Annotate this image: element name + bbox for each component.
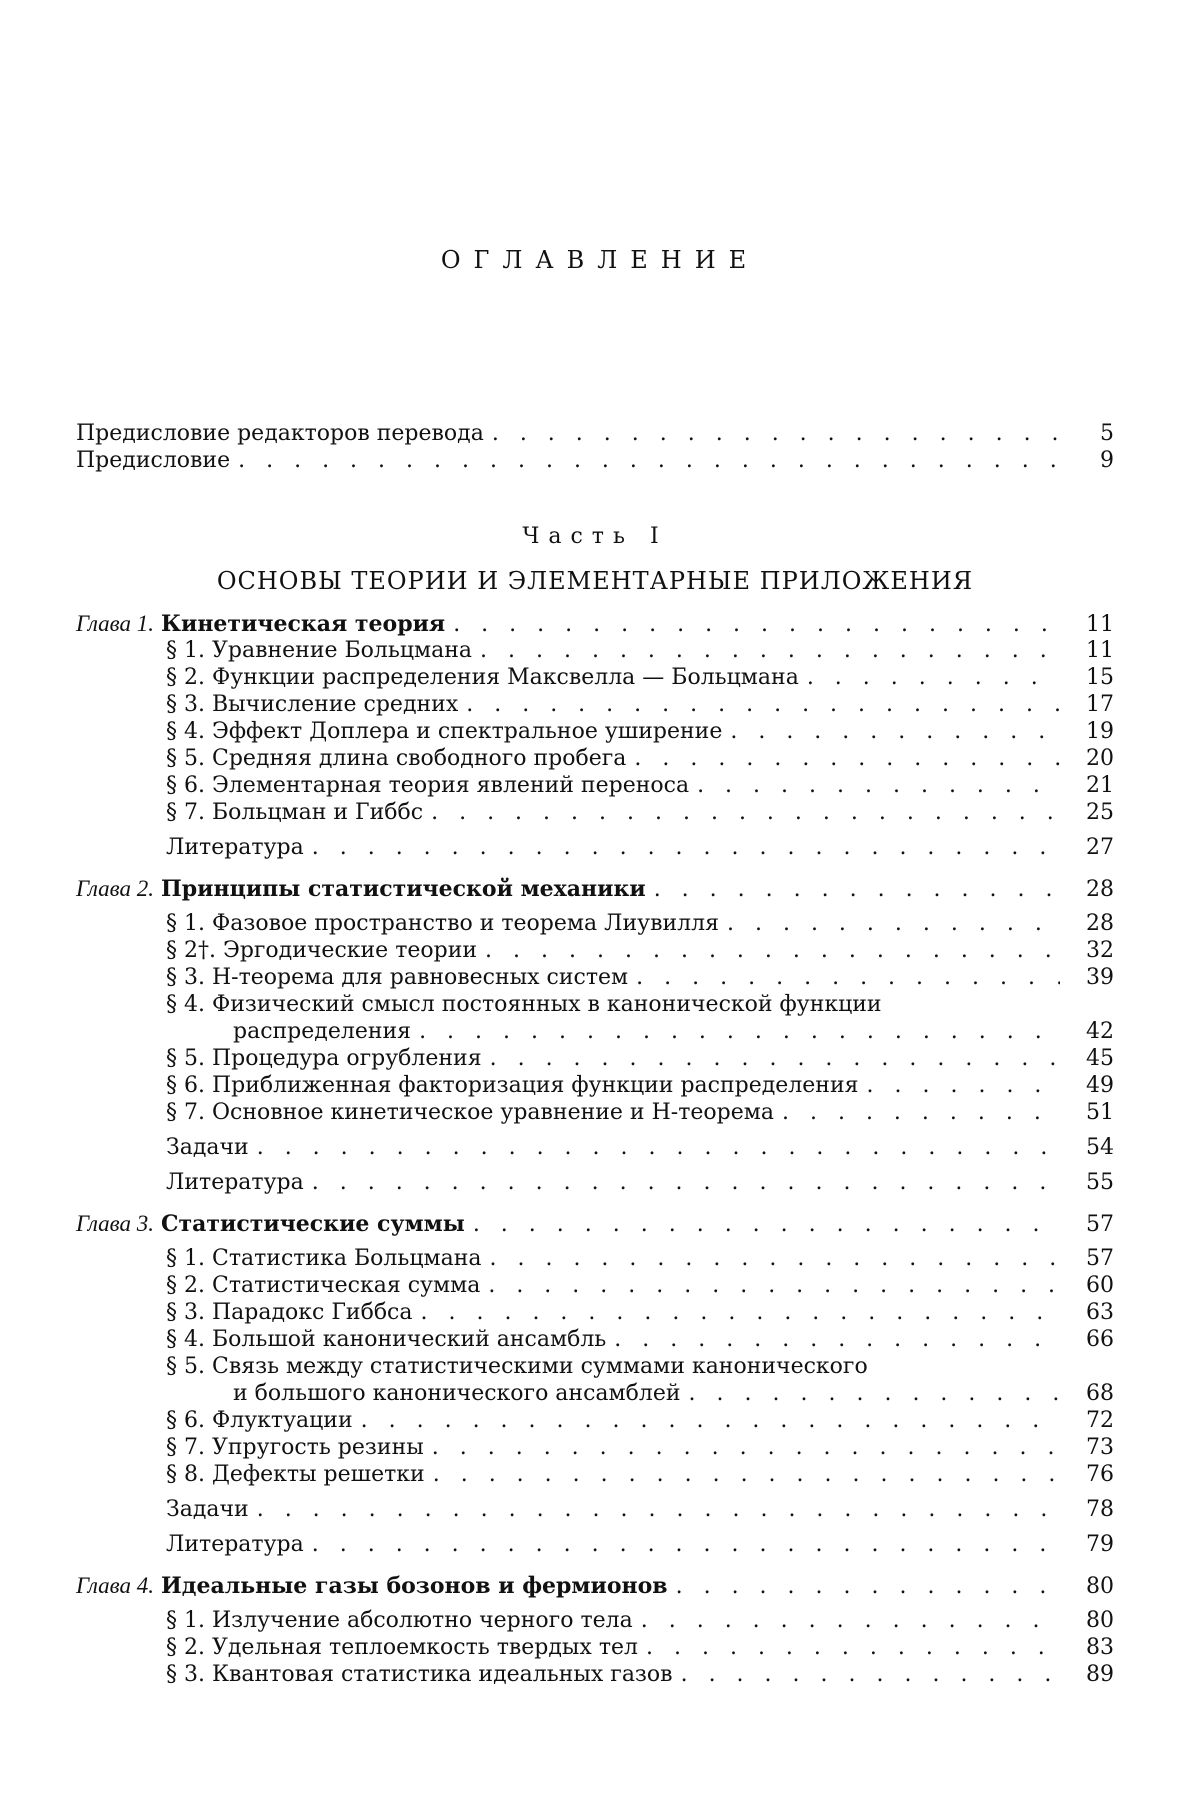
section-title: Элементарная теория явлений переноса [211, 773, 690, 798]
section-entry[interactable]: § 3. Вычисление средних . . . 17 [76, 691, 1114, 718]
section-entry[interactable]: § 2. Удельная теплоемкость твердых тел . . . 83 [76, 1634, 1114, 1661]
chapter-title: Кинетическая теория [161, 611, 446, 637]
entry-page: 80 [1086, 1574, 1114, 1599]
section-entry[interactable]: § 1. Фазовое пространство и теорема Лиувилля . . . 28 [76, 910, 1114, 937]
section-title: Функции распределения Максвелла — Больцмана [211, 665, 799, 690]
chapter-4-heading[interactable] [76, 1572, 1114, 1599]
section-entry[interactable]: § 1. Уравнение Больцмана . . . 11 [76, 637, 1114, 664]
section-entry[interactable]: § 7. Основное кинетическое уравнение и H-теорема . . . 51 [76, 1099, 1114, 1126]
entry-page: 5 [1100, 421, 1114, 446]
dot-leader [453, 611, 1060, 638]
chapter-1-heading[interactable] [76, 610, 1114, 637]
dot-leader [492, 420, 1060, 447]
section-entry[interactable]: § 6. Элементарная теория явлений переноса . . . 21 [76, 772, 1114, 799]
section-title: Средняя длина свободного пробега [211, 746, 627, 771]
section-entry[interactable]: § 6. Флуктуации . . . 72 [76, 1407, 1114, 1434]
section-entry[interactable]: § 3. Парадокс Гиббса . . . 63 [76, 1299, 1114, 1326]
section-entry[interactable]: § 5. Процедура огрубления . . . 45 [76, 1045, 1114, 1072]
entry-page: 9 [1100, 448, 1114, 473]
section-entry[interactable]: § 2. Статистическая сумма . . . 60 [76, 1272, 1114, 1299]
chapter-title: Принципы статистической механики [161, 876, 646, 902]
chapter-2-heading[interactable] [76, 875, 1114, 902]
chapter-label: Глава 2. [76, 876, 154, 901]
section-entry[interactable]: § 5. Связь между статистическими суммами канонического [166, 1354, 868, 1379]
section-entry[interactable]: § 5. Средняя длина свободного пробега . . . 20 [76, 745, 1114, 772]
section-entry[interactable]: § 7. Больцман и Гиббс . . . 25 [76, 799, 1114, 826]
chapter-label: Глава 1. [76, 611, 154, 636]
section-entry[interactable]: § 7. Упругость резины . . . 73 [76, 1434, 1114, 1461]
dot-leader [473, 1211, 1060, 1238]
entry-page: 57 [1086, 1212, 1114, 1237]
chapter-title: Идеальные газы бозонов и фермионов [161, 1573, 668, 1599]
entry-title: Предисловие [76, 447, 238, 474]
entry-page: 28 [1086, 877, 1114, 902]
toc-entry-front-1[interactable] [76, 447, 1114, 474]
dot-leader [676, 1573, 1060, 1600]
chapter-title: Статистические суммы [161, 1211, 465, 1237]
section-entry[interactable]: § 3. H-теорема для равновесных систем . . . 39 [76, 964, 1114, 991]
section-entry[interactable]: § 6. Приближенная факторизация функции распределения . . . 49 [76, 1072, 1114, 1099]
part-label: Часть I [522, 524, 668, 549]
section-entry[interactable]: § 2. Функции распределения Максвелла — Больцмана . . . 15 [76, 664, 1114, 691]
section-entry[interactable]: § 1. Излучение абсолютно черного тела . . . 80 [76, 1607, 1114, 1634]
dot-leader [654, 876, 1060, 903]
section-entry-continued[interactable]: распределения . . . 42 [76, 1018, 1114, 1045]
section-title: Эффект Доплера и спектральное уширение [211, 719, 723, 744]
entry-page: 11 [1086, 612, 1114, 637]
chapter-3-heading[interactable] [76, 1210, 1114, 1237]
section-title: Вычисление средних [211, 692, 459, 717]
section-entry-continued[interactable]: и большого канонического ансамблей . . . 68 [76, 1380, 1114, 1407]
entry-title: Предисловие редакторов перевода [76, 420, 492, 447]
section-title: Уравнение Больцмана [211, 638, 473, 663]
extra-entry[interactable]: Литература . . . 55 [76, 1169, 1114, 1196]
section-entry[interactable]: § 4. Эффект Доплера и спектральное уширение . . . 19 [76, 718, 1114, 745]
section-entry[interactable]: § 4. Большой канонический ансамбль . . . 66 [76, 1326, 1114, 1353]
chapter-label: Глава 4. [76, 1573, 154, 1598]
table-of-contents [76, 420, 1114, 1688]
section-entry[interactable]: § 2†. Эргодические теории . . . 32 [76, 937, 1114, 964]
dot-leader [238, 447, 1060, 474]
section-entry[interactable]: § 1. Статистика Больцмана . . . 57 [76, 1245, 1114, 1272]
extra-entry[interactable]: Литература . . . 27 [76, 834, 1114, 861]
toc-entry-front-0[interactable] [76, 420, 1114, 447]
part-title: ОСНОВЫ ТЕОРИИ И ЭЛЕМЕНТАРНЫЕ ПРИЛОЖЕНИЯ [216, 567, 974, 595]
section-entry[interactable]: § 4. Физический смысл постоянных в канонической функции [166, 992, 882, 1017]
extra-entry[interactable]: Литература . . . 79 [76, 1531, 1114, 1558]
section-title: Больцман и Гиббс [211, 800, 424, 825]
extra-entry[interactable]: Задачи . . . 78 [76, 1496, 1114, 1523]
chapter-label: Глава 3. [76, 1211, 154, 1236]
extra-entry[interactable]: Задачи . . . 54 [76, 1134, 1114, 1161]
page-title: ОГЛАВЛЕНИЕ [440, 246, 760, 274]
section-entry[interactable]: § 8. Дефекты решетки . . . 76 [76, 1461, 1114, 1488]
section-entry[interactable]: § 3. Квантовая статистика идеальных газов . . . 89 [76, 1661, 1114, 1688]
